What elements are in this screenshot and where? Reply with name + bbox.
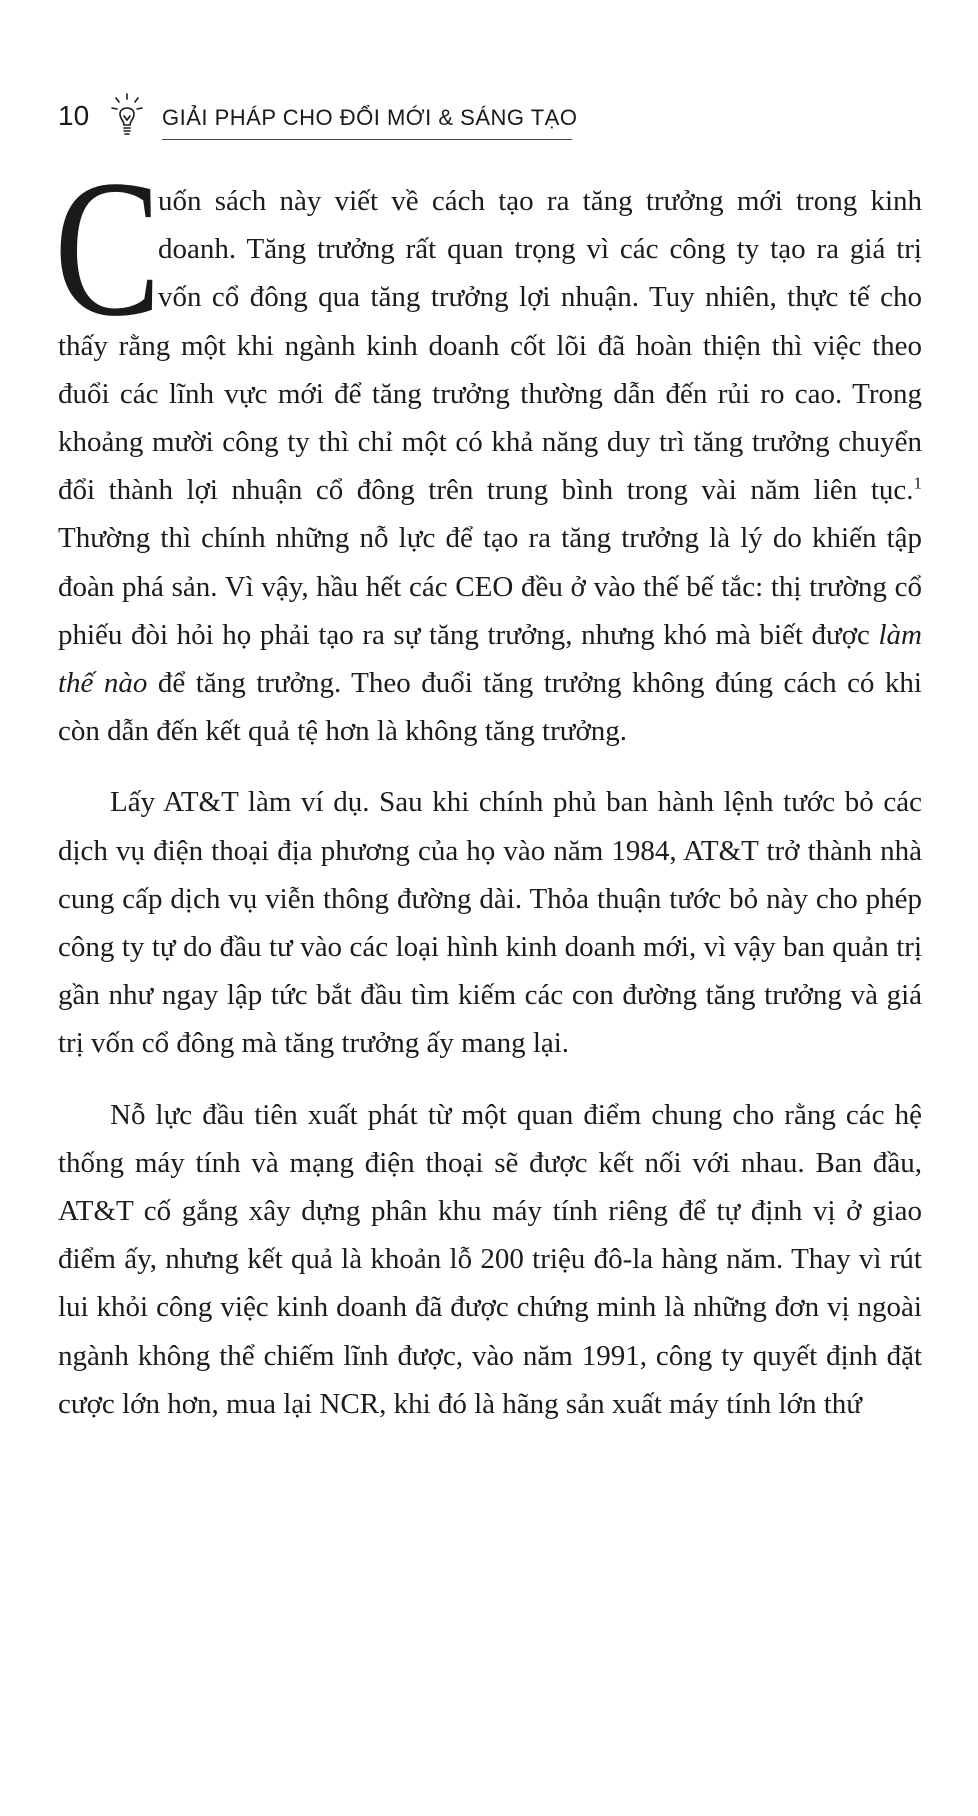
paragraph-1-text-a: uốn sách này viết về cách tạo ra tăng trưởng mới trong kinh doanh. Tăng trưởng rất quan trọng vì các công ty tạo ra giá trị vốn cổ đông qua tăng trưởng lợi nhuận. Tuy nhiên, thực tế cho thấy rằng một khi ngành kinh doanh cốt lõi đã hoàn thiện thì việc theo đuổi các lĩnh vực mới để tăng trưởng thường dẫn đến rủi ro cao. Trong khoảng mười công ty thì chỉ một có khả năng duy trì tăng trưởng chuyển đổi thành lợi nhuận cổ đông trên trung bình trong vài năm liên tục. [58, 185, 922, 507]
paragraph-1-text-c: để tăng trưởng. Theo đuổi tăng trưởng không đúng cách có khi còn dẫn đến kết quả tệ hơn là không tăng trưởng. [58, 667, 922, 748]
drop-cap-letter: C [54, 140, 162, 357]
paragraph-1-italic: làm thế nào [58, 618, 922, 700]
paragraph-1-text-b: Thường thì chính những nỗ lực để tạo ra tăng trưởng là lý do khiến tập đoàn phá sản. Vì vậy, hầu hết các CEO đều ở vào thế bế tắc: thị trường cổ phiếu đòi hỏi họ phải tạo ra sự tăng trưởng, nhưng khó mà biết được [58, 522, 922, 651]
header-rule [162, 139, 572, 140]
paragraph-3: Nỗ lực đầu tiên xuất phát từ một quan điểm chung cho rằng các hệ thống máy tính và mạng điện thoại sẽ được kết nối với nhau. Ban đầu, AT&T cố gắng xây dựng phân khu máy tính riêng để tự định vị ở giao điểm ấy, nhưng kết quả là khoản lỗ 200 triệu đô-la hàng năm. Thay vì rút lui khỏi công việc kinh doanh đã được chứng minh là những đơn vị ngoài ngành không thể chiếm lĩnh được, vào năm 1991, công ty quyết định đặt cược lớn hơn, mua lại NCR, khi đó là hãng sản xuất máy tính lớn thứ [58, 1098, 922, 1420]
body-text [54, 140, 922, 1451]
paragraph-1 [54, 140, 922, 755]
page-number: 10 [58, 100, 90, 131]
page-header [58, 92, 578, 142]
drop-cap [54, 140, 162, 357]
lightbulb-icon [110, 92, 144, 138]
running-title: GIẢI PHÁP CHO ĐỔI MỚI & SÁNG TẠO [162, 105, 578, 130]
footnote-marker: 1 [913, 473, 922, 493]
paragraph-2: Lấy AT&T làm ví dụ. Sau khi chính phủ ban hành lệnh tước bỏ các dịch vụ điện thoại địa phương của họ vào năm 1984, AT&T trở thành nhà cung cấp dịch vụ viễn thông đường dài. Thỏa thuận tước bỏ này cho phép công ty tự do đầu tư vào các loại hình kinh doanh mới, vì vậy ban quản trị gần như ngay lập tức bắt đầu tìm kiếm các con đường tăng trưởng và giá trị vốn cổ đông mà tăng trưởng ấy mang lại. [58, 786, 922, 1060]
